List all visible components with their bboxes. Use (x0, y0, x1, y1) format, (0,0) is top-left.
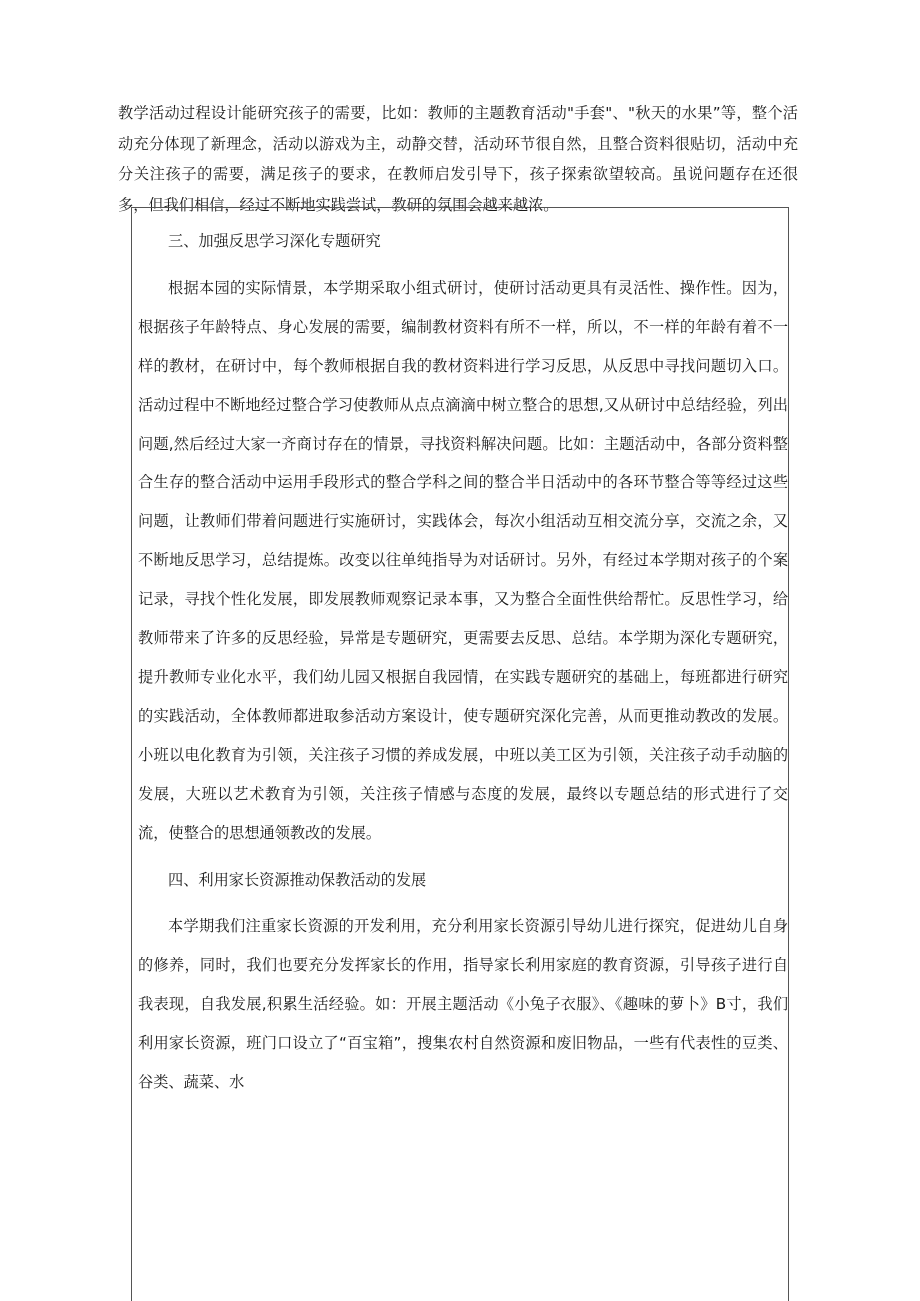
section-4-heading: 四、利用家长资源推动保教活动的发展 (168, 870, 427, 889)
content-body (138, 222, 788, 1110)
section-4-paragraph: 本学期我们注重家长资源的开发利用，充分利用家长资源引导幼儿进行探究，促进幼儿自身的修养，同时，我们也要充分发挥家长的作用，指导家长利用家庭的教育资源，引导孩子进行自我表现，自我发展,积累生活经验。如：开展主题活动《小兔子衣服》、《趣味的萝卜》B寸，我们利用家长资源，班门口设立了“百宝箱”，搜集农村自然资源和废旧物品，一些有代表性的豆类、谷类、蔬菜、水 (138, 917, 788, 1092)
intro-paragraph: 教学活动过程设计能研究孩子的需要，比如：教师的主题教育活动"手套"、"秋天的水果”等，整个活动充分体现了新理念，活动以游戏为主，动静交替，活动环节很自然，且整合资料很贴切，活动中充分关注孩子的需要，满足孩子的要求，在教师启发引导下，孩子探索欲望较高。虽说问题存在还很多，但我们相信，经过不断地实践尝试，教研的氛围会越来越浓。 (118, 104, 798, 214)
section-3-heading: 三、加强反思学习深化专题研究 (168, 232, 381, 250)
bordered-content-box (131, 207, 789, 1301)
section-3-paragraph: 根据本园的实际情景，本学期采取小组式研讨，使研讨活动更具有灵活性、操作性。因为，根据孩子年龄特点、身心发展的需要，编制教材资料有所不一样，所以，不一样的年龄有着不一样的教材，在研讨中，每个教师根据自我的教材资料进行学习反思，从反思中寻找问题切入口。活动过程中不断地经过整合学习使教师从点点滴滴中树立整合的思想,又从研讨中总结经验，列出问题,然后经过大家一齐商讨存在的情景，寻找资料解决问题。比如：主题活动中，各部分资料整合生存的整合活动中运用手段形式的整合学科之间的整合半日活动中的各环节整合等等经过这些问题，让教师们带着问题进行实施研讨，实践体会，每次小组活动互相交流分享，交流之余，又不断地反思学习，总结提炼。改变以往单纯指导为对话研讨。另外，有经过本学期对孩子的个案记录，寻找个性化发展，即发展教师观察记录本事，又为整合全面性供给帮忙。反思性学习，给教师带来了许多的反思经验，异常是专题研究，更需要去反思、总结。本学期为深化专题研究，提升教师专业化水平，我们幼儿园又根据自我园情，在实践专题研究的基础上，每班都进行研究的实践活动，全体教师都进取参活动方案设计，使专题研究深化完善，从而更推动教改的发展。小班以电化教育为引领，关注孩子习惯的养成发展，中班以美工区为引领，关注孩子动手动脑的发展，大班以艺术教育为引领，关注孩子情感与态度的发展，最终以专题总结的形式进行了交流，使整合的思想通领教改的发展。 (138, 278, 788, 842)
